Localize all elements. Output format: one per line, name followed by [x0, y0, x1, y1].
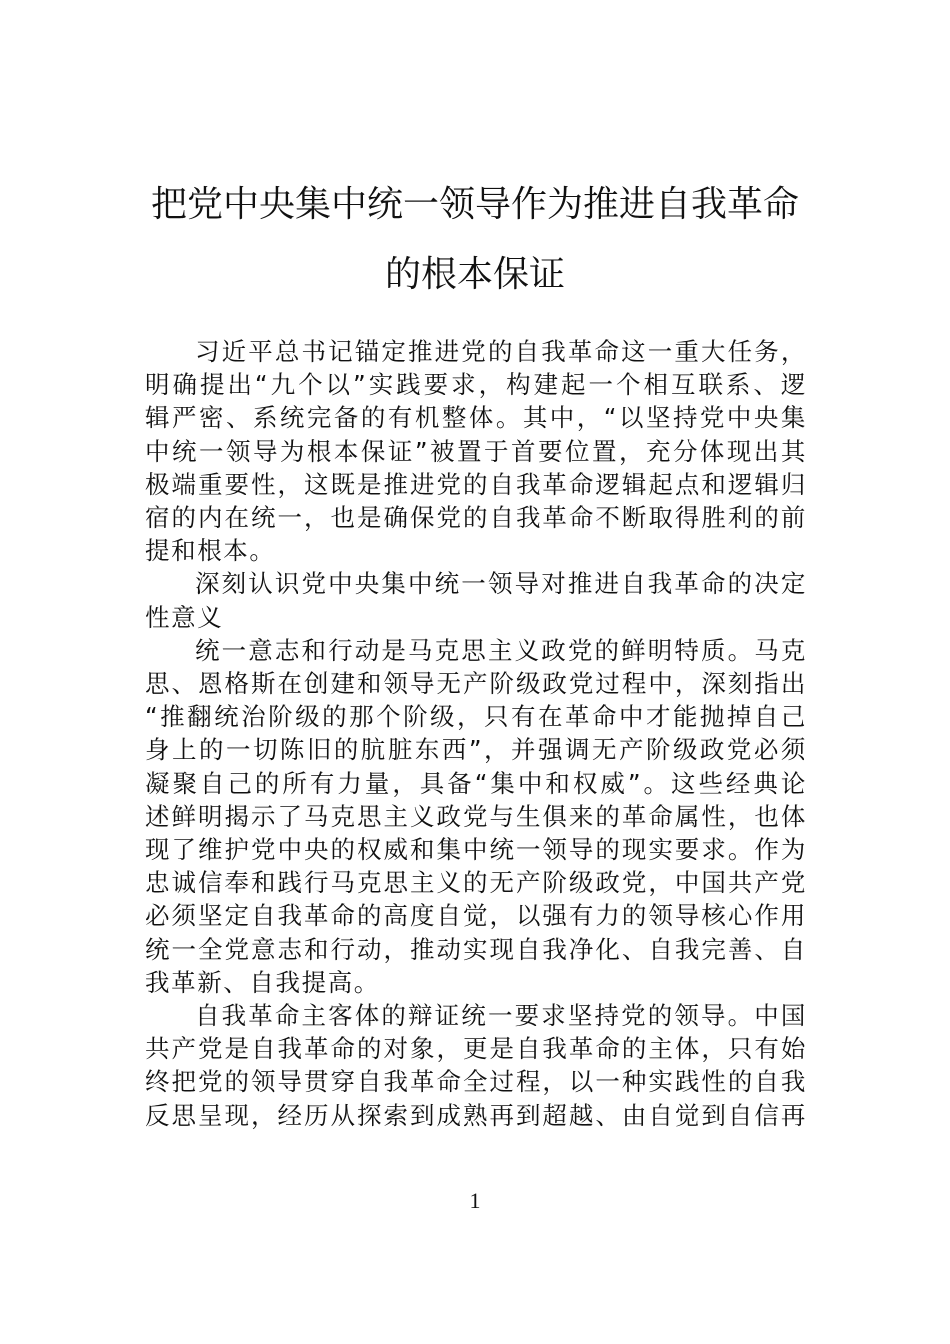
text-line: 宿的内在统一，也是确保党的自我革命不断取得胜利的前 [145, 503, 807, 533]
document-title [140, 170, 810, 310]
text-line: 共产党是自我革命的对象，更是自我革命的主体，只有始 [145, 1034, 807, 1064]
paragraph-unity [145, 634, 807, 999]
text-line: 思、恩格斯在创建和领导无产阶级政党过程中，深刻指出 [145, 669, 807, 699]
text-line: 极端重要性，这既是推进党的自我革命逻辑起点和逻辑归 [145, 469, 807, 499]
text-line: 我革新、自我提高。 [145, 967, 380, 997]
text-line: 统一全党意志和行动，推动实现自我净化、自我完善、自 [145, 934, 807, 964]
section-heading [145, 567, 807, 633]
text-line: 自我革命主客体的辩证统一要求坚持党的领导。中国 [195, 1001, 807, 1031]
text-line: 辑严密、系统完备的有机整体。其中，“以坚持党中央集 [145, 403, 807, 433]
text-line: 反思呈现，经历从探索到成熟再到超越、由自觉到自信再 [145, 1100, 807, 1130]
text-line: 现了维护党中央的权威和集中统一领导的现实要求。作为 [145, 835, 807, 865]
text-line: 中统一领导为根本保证”被置于首要位置，充分体现出其 [145, 436, 807, 466]
title-line-1: 把党中央集中统一领导作为推进自我革命 [150, 184, 799, 225]
paragraph-dialectic [145, 999, 807, 1132]
text-line: 提和根本。 [145, 536, 276, 566]
text-line: 必须坚定自我革命的高度自觉，以强有力的领导核心作用 [145, 901, 807, 931]
text-line: 习近平总书记锚定推进党的自我革命这一重大任务， [195, 337, 807, 366]
page-number: 1 [469, 1188, 481, 1213]
paragraph-intro [145, 335, 807, 567]
text-line: 明确提出“九个以”实践要求，构建起一个相互联系、逻 [145, 370, 807, 400]
text-line: 述鲜明揭示了马克思主义政党与生俱来的革命属性，也体 [145, 801, 807, 831]
text-line: 凝聚自己的所有力量，具备“集中和权威”。这些经典论 [145, 768, 807, 798]
text-line: 终把党的领导贯穿自我革命全过程，以一种实践性的自我 [145, 1067, 807, 1097]
text-line: 性意义 [145, 602, 224, 632]
title-line-2: 的根本保证 [384, 254, 565, 295]
document-body [145, 335, 807, 1132]
text-line: 深刻认识党中央集中统一领导对推进自我革命的决定 [195, 569, 807, 599]
text-line: 忠诚信奉和践行马克思主义的无产阶级政党，中国共产党 [145, 868, 807, 898]
text-line: 统一意志和行动是马克思主义政党的鲜明特质。马克 [195, 635, 807, 665]
text-line: “推翻统治阶级的那个阶级，只有在革命中才能抛掉自己 [145, 702, 807, 732]
text-line: 身上的一切陈旧的肮脏东西”，并强调无产阶级政党必须 [145, 735, 807, 765]
